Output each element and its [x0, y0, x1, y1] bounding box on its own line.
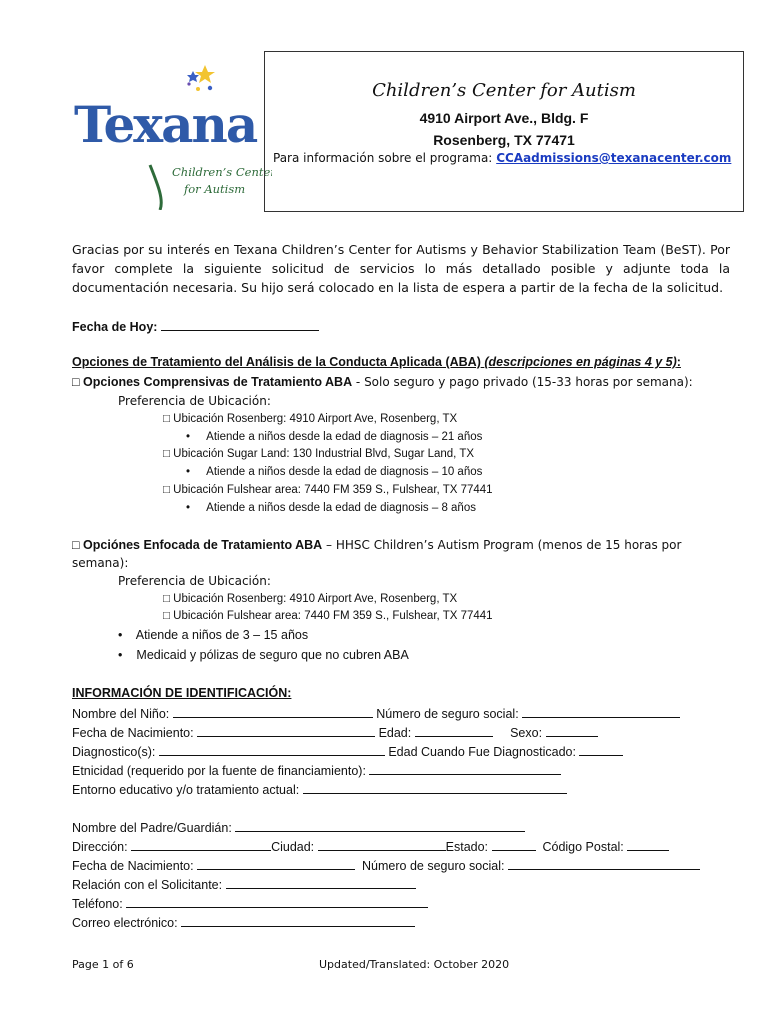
parent-dob-input[interactable] [197, 857, 355, 870]
bullet-icon: • [186, 431, 191, 443]
comprehensive-pref-label: Preferencia de Ubicación: [118, 394, 271, 408]
age-diag-label: Edad Cuando Fue Diagnosticado: [388, 745, 576, 759]
comprehensive-desc: - Solo seguro y pago privado (15-33 horas por semana): [352, 375, 693, 389]
dot-purple-icon [187, 82, 190, 85]
location-label: Ubicación Fulshear area: 7440 FM 359 S., Fulshear, TX 77441 [173, 484, 493, 496]
phone-row [72, 895, 428, 911]
location-note-text: Atiende a niños desde la edad de diagnosis – 21 años [206, 431, 483, 443]
aba-heading [72, 355, 681, 369]
address-line-1: 4910 Airport Ave., Bldg. F [419, 110, 589, 126]
ethnicity-row [72, 762, 561, 778]
child-dob-label: Fecha de Nacimiento: [72, 726, 194, 740]
parent-state-label: Estado: [445, 840, 489, 854]
parent-city-label: Ciudad: [271, 840, 315, 854]
bullet-icon: • [186, 466, 191, 478]
parent-address-label: Dirección: [72, 840, 128, 854]
checkbox-icon[interactable]: □ [163, 484, 170, 496]
child-name-input[interactable] [173, 705, 373, 718]
relation-row [72, 876, 416, 892]
location-note-text: Atiende a niños desde la edad de diagnosis – 10 años [206, 466, 483, 478]
header-box [264, 51, 744, 212]
parent-zip-input[interactable] [627, 838, 669, 851]
child-sex-label: Sexo: [510, 726, 543, 740]
child-dob-input[interactable] [197, 724, 375, 737]
location-note [186, 466, 482, 478]
education-input[interactable] [303, 781, 567, 794]
age-diag-input[interactable] [579, 743, 623, 756]
focused-location-fulshear[interactable] [163, 610, 493, 622]
updated-note: Updated/Translated: October 2020 [319, 958, 510, 971]
location-option-sugarland[interactable] [163, 448, 474, 460]
phone-label: Teléfono: [72, 897, 123, 911]
child-ssn-input[interactable] [522, 705, 680, 718]
child-dob-row [72, 724, 598, 740]
location-note-text: Atiende a niños desde la edad de diagnosis – 8 años [206, 502, 476, 514]
location-label: Ubicación Rosenberg: 4910 Airport Ave, Rosenberg, TX [173, 413, 458, 425]
child-ssn-label: Número de seguro social: [376, 707, 519, 721]
parent-name-row [72, 819, 525, 835]
location-option-fulshear[interactable] [163, 484, 493, 496]
parent-dob-row [72, 857, 700, 873]
bullet-icon: • [186, 502, 191, 514]
texana-logo-graphic [72, 60, 272, 210]
email-input[interactable] [181, 914, 415, 927]
relation-label: Relación con el Solicitante: [72, 878, 223, 892]
checkbox-icon[interactable]: □ [163, 413, 170, 425]
star-yellow-icon [195, 65, 215, 83]
focused-desc-cont: semana): [72, 556, 129, 570]
focused-desc: – HHSC Children’s Autism Program (menos de 15 horas por [322, 538, 682, 552]
bullet-icon: • [118, 628, 123, 642]
parent-state-input[interactable] [492, 838, 536, 851]
focused-label: Opciónes Enfocada de Tratamiento ABA [83, 538, 323, 552]
location-note [186, 502, 476, 514]
focused-bullet-text: Medicaid y pólizas de seguro que no cubren ABA [136, 648, 409, 662]
texana-logo [72, 60, 272, 210]
org-title: Children’s Center for Autism [372, 80, 636, 101]
phone-input[interactable] [126, 895, 428, 908]
logo-tagline-2: for Autism [184, 182, 246, 196]
logo-brand-text: Texana [74, 95, 257, 154]
email-row [72, 914, 415, 930]
child-name-row [72, 705, 680, 721]
checkbox-icon[interactable]: □ [72, 538, 80, 552]
child-age-input[interactable] [415, 724, 493, 737]
program-info-label: Para información sobre el programa: [273, 151, 493, 165]
checkbox-icon[interactable]: □ [72, 375, 80, 389]
child-age-label: Edad: [378, 726, 412, 740]
parent-ssn-input[interactable] [508, 857, 700, 870]
parent-zip-label: Código Postal: [542, 840, 624, 854]
aba-heading-text: Opciones de Tratamiento del Análisis de la Conducta Aplicada (ABA) [72, 355, 481, 369]
location-label: Ubicación Fulshear area: 7440 FM 359 S., Fulshear, TX 77441 [173, 610, 493, 622]
location-label: Ubicación Rosenberg: 4910 Airport Ave, Rosenberg, TX [173, 593, 458, 605]
diagnosis-input[interactable] [159, 743, 385, 756]
logo-tagline-1: Children’s Center [172, 165, 272, 179]
parent-address-input[interactable] [131, 838, 271, 851]
focused-bullet-text: Atiende a niños de 3 – 15 años [135, 628, 309, 642]
focused-pref-label: Preferencia de Ubicación: [118, 574, 271, 588]
checkbox-icon[interactable]: □ [163, 448, 170, 460]
checkbox-icon[interactable]: □ [163, 593, 170, 605]
location-note [186, 431, 482, 443]
logo-swoosh-icon [150, 165, 161, 210]
focused-option[interactable] [72, 538, 730, 552]
admissions-email-link[interactable]: CCAadmissions@texanacenter.com [496, 151, 732, 165]
location-label: Ubicación Sugar Land: 130 Industrial Blvd, Sugar Land, TX [173, 448, 475, 460]
parent-name-input[interactable] [235, 819, 525, 832]
fecha-label: Fecha de Hoy: [72, 320, 158, 334]
email-label: Correo electrónico: [72, 916, 178, 930]
relation-input[interactable] [226, 876, 416, 889]
checkbox-icon[interactable]: □ [163, 610, 170, 622]
address-line-2: Rosenberg, TX 77471 [433, 132, 575, 148]
focused-bullet [118, 648, 409, 662]
fecha-row [72, 318, 319, 334]
program-info [273, 151, 743, 165]
page-number: Page 1 of 6 [72, 958, 134, 971]
aba-heading-note: (descripciones en páginas 4 y 5) [484, 355, 677, 369]
ethnicity-input[interactable] [369, 762, 561, 775]
location-option-rosenberg[interactable] [163, 413, 457, 425]
ethnicity-label: Etnicidad (requerido por la fuente de financiamiento): [72, 764, 366, 778]
diagnosis-row [72, 743, 623, 759]
parent-city-input[interactable] [318, 838, 446, 851]
id-heading: INFORMACIÓN DE IDENTIFICACIÓN: [72, 686, 292, 700]
bullet-icon: • [118, 648, 123, 662]
parent-ssn-label: Número de seguro social: [362, 859, 505, 873]
education-label: Entorno educativo y/o tratamiento actual: [72, 783, 300, 797]
dot-yellow-icon [196, 87, 200, 91]
child-sex-input[interactable] [546, 724, 598, 737]
comprehensive-label: Opciones Comprensivas de Tratamiento ABA [83, 375, 353, 389]
focused-bullet [118, 628, 308, 642]
parent-dob-label: Fecha de Nacimiento: [72, 859, 194, 873]
parent-address-row [72, 838, 669, 854]
intro-paragraph: Gracias por su interés en Texana Children’s Center for Autisms y Behavior Stabilization Team (BeST). Por favor complete la siguiente solicitud de servicios lo más detallado posible y adjunte toda la documentación necesaria. Su hijo será colocado en la lista de espera a partir de la fecha de la solicitud. [72, 242, 730, 295]
child-name-label: Nombre del Niño: [72, 707, 170, 721]
dot-blue-icon [208, 86, 212, 90]
fecha-input[interactable] [161, 318, 319, 331]
diagnosis-label: Diagnostico(s): [72, 745, 156, 759]
focused-location-rosenberg[interactable] [163, 593, 457, 605]
education-row [72, 781, 567, 797]
parent-name-label: Nombre del Padre/Guardián: [72, 821, 232, 835]
comprehensive-option[interactable] [72, 375, 693, 389]
aba-heading-colon: : [676, 355, 681, 369]
